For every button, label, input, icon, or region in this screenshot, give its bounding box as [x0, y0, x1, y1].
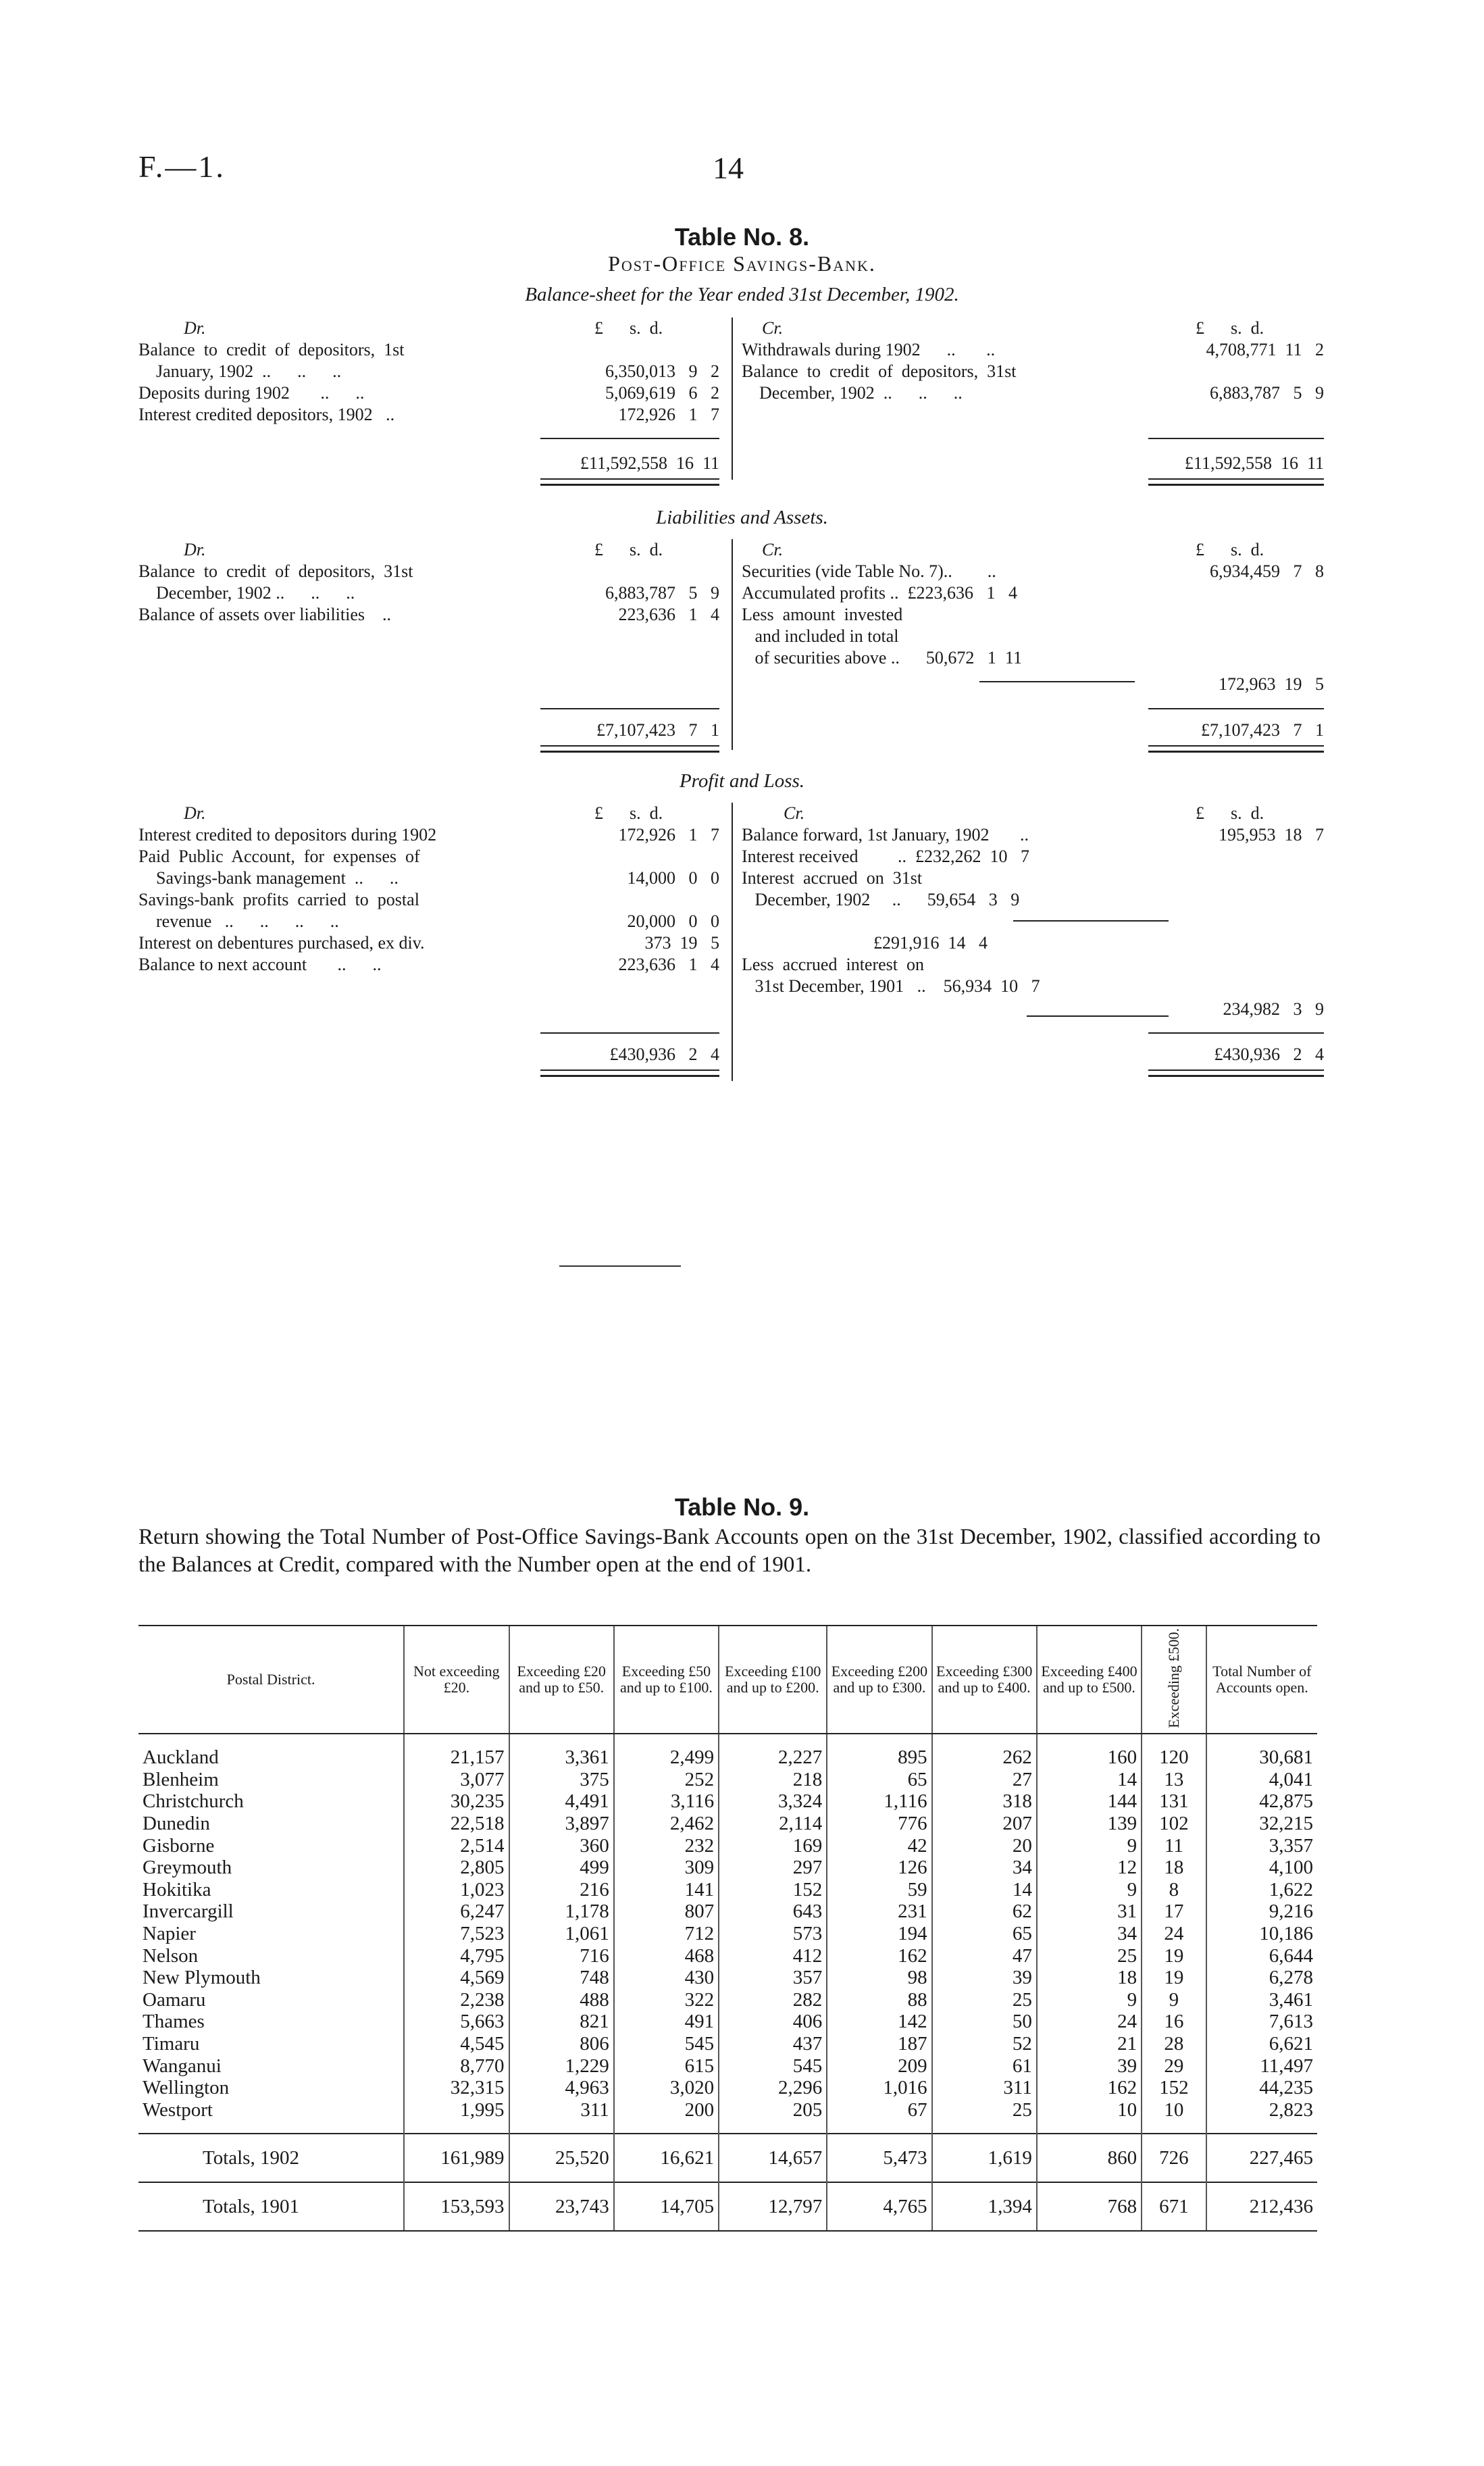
table-row [138, 1901, 1317, 1923]
dr-amount: 14,000 0 0 [627, 868, 719, 888]
table-cell: 31 [1037, 1901, 1142, 1923]
table-cell: 3,324 [719, 1790, 827, 1813]
column-header: Exceeding £50 and up to £100. [614, 1626, 719, 1734]
table-header-row [138, 1626, 1317, 1734]
table-cell: 499 [509, 1857, 614, 1879]
table-cell: 1,178 [509, 1901, 614, 1923]
section-separator [559, 1265, 681, 1267]
table-cell: 17 [1142, 1901, 1206, 1923]
table-cell: 11,497 [1206, 2055, 1317, 2077]
table-cell: 2,227 [719, 1734, 827, 1769]
table-cell: 14,657 [719, 2134, 827, 2182]
table-cell: 9 [1142, 1989, 1206, 2011]
table-row [138, 1989, 1317, 2011]
table-cell: 39 [932, 1967, 1037, 1989]
table-row [138, 1769, 1317, 1791]
dr-row: Interest on debentures purchased, ex div. [138, 933, 425, 953]
column-header: Exceeding £20 and up to £50. [509, 1626, 614, 1734]
table-row [138, 1944, 1317, 1967]
liabilities-caption: Liabilities and Assets. [656, 507, 828, 528]
table-cell: 209 [827, 2055, 931, 2077]
table-cell: 39 [1037, 2055, 1142, 2077]
table-cell: 8 [1142, 1879, 1206, 1901]
table-cell: 152 [719, 1879, 827, 1901]
currency-head: £ s. d. [594, 803, 663, 823]
table-cell: 318 [932, 1790, 1037, 1813]
table-cell: 491 [614, 2011, 719, 2033]
table-cell: 19 [1142, 1944, 1206, 1967]
table-cell: 2,462 [614, 1813, 719, 1835]
table-cell: 22,518 [404, 1813, 509, 1835]
table-cell: 194 [827, 1923, 931, 1945]
table-cell: 139 [1037, 1813, 1142, 1835]
table-cell: 1,061 [509, 1923, 614, 1945]
table-cell: 25 [932, 1989, 1037, 2011]
table-cell: 32,315 [404, 2077, 509, 2099]
district-name: Thames [143, 2011, 205, 2033]
cr-row: Balance to credit of depositors, 31st [742, 361, 1017, 381]
table-cell: 162 [827, 1944, 931, 1967]
table-cell: 360 [509, 1834, 614, 1857]
table-cell: 573 [719, 1923, 827, 1945]
cr-total: £430,936 2 4 [1214, 1045, 1324, 1064]
table-cell: 212,436 [1206, 2182, 1317, 2231]
table-cell: 322 [614, 1989, 719, 2011]
table-cell: 1,394 [932, 2182, 1037, 2231]
dr-total: £7,107,423 7 1 [596, 720, 719, 740]
district-name: Timaru [143, 2033, 200, 2055]
dr-row: Balance of assets over liabilities .. [138, 605, 392, 624]
district-name: Hokitika [143, 1878, 211, 1901]
cr-row: Withdrawals during 1902 .. .. [742, 340, 996, 359]
cr-row: 31st December, 1901 .. 56,934 10 7 [742, 976, 1040, 996]
balance-sheet-caption: Balance-sheet for the Year ended 31st December, 1902. [525, 284, 959, 305]
totals-label: Totals, 1901 [138, 2182, 404, 2231]
dr-amount: 6,350,013 9 2 [605, 361, 719, 381]
table-cell: 768 [1037, 2182, 1142, 2231]
table9-description: Return showing the Total Number of Post-Office Savings-Bank Accounts open on the 31st December, 1902, classified according to the Balances at Credit, compared with the Number open at the end of 1901. [138, 1525, 1321, 1577]
dr-row: Interest credited depositors, 1902 .. [138, 405, 395, 424]
table-cell: 252 [614, 1769, 719, 1791]
table-cell: 748 [509, 1967, 614, 1989]
table-cell: 4,569 [404, 1967, 509, 1989]
table-cell: 716 [509, 1944, 614, 1967]
dr-row: Savings-bank profits carried to postal [138, 890, 419, 909]
table-cell: 98 [827, 1967, 931, 1989]
district-name: Wanganui [143, 2055, 222, 2077]
table-cell: 205 [719, 2099, 827, 2134]
table-cell: 1,116 [827, 1790, 931, 1813]
dr-label: Dr. [184, 803, 206, 823]
table-cell: 2,114 [719, 1813, 827, 1835]
table-cell: 30,235 [404, 1790, 509, 1813]
table-cell: 50 [932, 2011, 1037, 2033]
table-cell: 207 [932, 1813, 1037, 1835]
column-header: Exceeding £200 and up to £300. [827, 1626, 931, 1734]
table-cell: 468 [614, 1944, 719, 1967]
table-cell: 545 [614, 2033, 719, 2055]
table8-subtitle: Post-Office Savings-Bank. [608, 251, 876, 276]
table-cell: 807 [614, 1901, 719, 1923]
table-cell: 42,875 [1206, 1790, 1317, 1813]
district-name: Greymouth [143, 1857, 232, 1879]
table-cell: 218 [719, 1769, 827, 1791]
dr-amount: 172,926 1 7 [618, 825, 719, 845]
dr-row: Balance to credit of depositors, 31st [138, 561, 413, 581]
dr-amount: 20,000 0 0 [627, 911, 719, 931]
table-cell: 4,765 [827, 2182, 931, 2231]
document-reference: F.—1. [138, 149, 226, 184]
table-cell: 14 [1037, 1769, 1142, 1791]
table-cell: 29 [1142, 2055, 1206, 2077]
table-cell: 3,897 [509, 1813, 614, 1835]
dr-amount: 5,069,619 6 2 [605, 383, 719, 403]
table-cell: 231 [827, 1901, 931, 1923]
table-cell: 776 [827, 1813, 931, 1835]
table-cell: 67 [827, 2099, 931, 2134]
table-cell: 2,238 [404, 1989, 509, 2011]
table-cell: 671 [1142, 2182, 1206, 2231]
dr-amount: 223,636 1 4 [618, 955, 719, 974]
table-cell: 10 [1037, 2099, 1142, 2134]
dr-row: Paid Public Account, for expenses of [138, 847, 420, 866]
dr-row: December, 1902 .. .. .. [138, 583, 355, 603]
table-cell: 3,361 [509, 1734, 614, 1769]
table-row [138, 2033, 1317, 2055]
table-cell: 806 [509, 2033, 614, 2055]
table-cell: 200 [614, 2099, 719, 2134]
cr-row: of securities above .. 50,672 1 11 [742, 648, 1022, 668]
table9-title: Table No. 9. [674, 1493, 810, 1521]
table-cell: 169 [719, 1834, 827, 1857]
totals-row [138, 2182, 1317, 2231]
table-cell: 1,023 [404, 1879, 509, 1901]
table-cell: 18 [1037, 1967, 1142, 1989]
table-cell: 4,491 [509, 1790, 614, 1813]
district-name: Oamaru [143, 1988, 206, 2011]
table-cell: 131 [1142, 1790, 1206, 1813]
table-cell: 62 [932, 1901, 1037, 1923]
column-header: Postal District. [138, 1626, 404, 1734]
table-cell: 643 [719, 1901, 827, 1923]
table-cell: 24 [1142, 1923, 1206, 1945]
table-row [138, 1834, 1317, 1857]
table-cell: 412 [719, 1944, 827, 1967]
table-cell: 3,077 [404, 1769, 509, 1791]
table-cell: 120 [1142, 1734, 1206, 1769]
table-cell: 52 [932, 2033, 1037, 2055]
table-cell: 34 [932, 1857, 1037, 1879]
district-name: Dunedin [143, 1813, 210, 1835]
table-cell: 4,100 [1206, 1857, 1317, 1879]
totals-label: Totals, 1902 [138, 2134, 404, 2182]
cr-subtotal: 172,963 19 5 [1219, 674, 1324, 694]
table-cell: 141 [614, 1879, 719, 1901]
dr-amount: 373 19 5 [644, 933, 719, 953]
table-cell: 65 [827, 1769, 931, 1791]
cr-row: £291,916 14 4 [742, 933, 988, 953]
table-cell: 297 [719, 1857, 827, 1879]
cr-label: Cr. [762, 318, 784, 338]
table-cell: 1,995 [404, 2099, 509, 2134]
cr-amount: 195,953 18 7 [1219, 825, 1324, 845]
table-cell: 142 [827, 2011, 931, 2033]
column-header: Exceeding £100 and up to £200. [719, 1626, 827, 1734]
table-cell: 437 [719, 2033, 827, 2055]
table-cell: 14,705 [614, 2182, 719, 2231]
cr-row: and included in total [742, 626, 899, 646]
table-row [138, 1790, 1317, 1813]
currency-head: £ s. d. [1196, 803, 1264, 823]
district-name: Westport [143, 2098, 213, 2121]
table-cell: 9 [1037, 1879, 1142, 1901]
table-cell: 3,357 [1206, 1834, 1317, 1857]
table8-title: Table No. 8. [674, 223, 810, 251]
table-cell: 232 [614, 1834, 719, 1857]
cr-total: £7,107,423 7 1 [1201, 720, 1324, 740]
table-cell: 311 [509, 2099, 614, 2134]
table-cell: 216 [509, 1879, 614, 1901]
table-row [138, 1879, 1317, 1901]
table-cell: 2,805 [404, 1857, 509, 1879]
table-cell: 3,116 [614, 1790, 719, 1813]
table-cell: 3,020 [614, 2077, 719, 2099]
table-row [138, 2011, 1317, 2033]
table-row [138, 2099, 1317, 2134]
table-cell: 30,681 [1206, 1734, 1317, 1769]
table-cell: 160 [1037, 1734, 1142, 1769]
dr-row: Savings-bank management .. .. [138, 868, 399, 888]
dr-amount: 6,883,787 5 9 [605, 583, 719, 603]
table-cell: 10 [1142, 2099, 1206, 2134]
table-cell: 2,499 [614, 1734, 719, 1769]
table-cell: 14 [932, 1879, 1037, 1901]
table-cell: 18 [1142, 1857, 1206, 1879]
table-row [138, 1734, 1317, 1769]
table-cell: 61 [932, 2055, 1037, 2077]
cr-label: Cr. [762, 540, 784, 559]
table-cell: 7,523 [404, 1923, 509, 1945]
district-name: Gisborne [143, 1834, 215, 1857]
table-cell: 13 [1142, 1769, 1206, 1791]
table-cell: 42 [827, 1834, 931, 1857]
table-cell: 25,520 [509, 2134, 614, 2182]
table-cell: 2,514 [404, 1834, 509, 1857]
table-cell: 34 [1037, 1923, 1142, 1945]
table-body [138, 1734, 1317, 2231]
table-cell: 6,247 [404, 1901, 509, 1923]
table-cell: 12,797 [719, 2182, 827, 2231]
table-cell: 2,296 [719, 2077, 827, 2099]
district-name: Christchurch [143, 1790, 244, 1813]
table-cell: 11 [1142, 1834, 1206, 1857]
table-cell: 357 [719, 1967, 827, 1989]
district-name: Invercargill [143, 1901, 234, 1923]
table-cell: 895 [827, 1734, 931, 1769]
table-cell: 25 [932, 2099, 1037, 2134]
table-cell: 162 [1037, 2077, 1142, 2099]
currency-head: £ s. d. [594, 318, 663, 338]
table-cell: 28 [1142, 2033, 1206, 2055]
column-header: Exceeding £400 and up to £500. [1037, 1626, 1142, 1734]
table-row [138, 1923, 1317, 1945]
table-cell: 27 [932, 1769, 1037, 1791]
table-cell: 19 [1142, 1967, 1206, 1989]
dr-label: Dr. [184, 540, 206, 559]
table-cell: 712 [614, 1923, 719, 1945]
table-cell: 9 [1037, 1834, 1142, 1857]
dr-row: January, 1902 .. .. .. [138, 361, 342, 381]
cr-label: Cr. [784, 803, 805, 823]
table-cell: 187 [827, 2033, 931, 2055]
table-cell: 4,041 [1206, 1769, 1317, 1791]
district-name: Napier [143, 1923, 196, 1945]
table-cell: 126 [827, 1857, 931, 1879]
table-cell: 12 [1037, 1857, 1142, 1879]
table-cell: 16,621 [614, 2134, 719, 2182]
table-cell: 16 [1142, 2011, 1206, 2033]
column-header: Total Number of Accounts open. [1206, 1626, 1317, 1734]
table-cell: 262 [932, 1734, 1037, 1769]
table-cell: 59 [827, 1879, 931, 1901]
cr-amount: 4,708,771 11 2 [1206, 340, 1324, 359]
column-header: Exceeding £500. [1165, 1628, 1182, 1728]
table-cell: 10,186 [1206, 1923, 1317, 1945]
table-cell: 7,613 [1206, 2011, 1317, 2033]
table-cell: 20 [932, 1834, 1037, 1857]
cr-row: Interest accrued on 31st [742, 868, 923, 888]
table-cell: 65 [932, 1923, 1037, 1945]
dr-amount: 223,636 1 4 [618, 605, 719, 624]
table-cell: 4,963 [509, 2077, 614, 2099]
district-name: Nelson [143, 1944, 199, 1967]
dr-row: Balance to next account .. .. [138, 955, 382, 974]
table-cell: 32,215 [1206, 1813, 1317, 1835]
table-cell: 5,473 [827, 2134, 931, 2182]
district-name: Auckland [143, 1746, 219, 1769]
accounts-table [138, 1625, 1317, 2232]
table-cell: 860 [1037, 2134, 1142, 2182]
dr-label: Dr. [184, 318, 206, 338]
table-cell: 615 [614, 2055, 719, 2077]
table-cell: 102 [1142, 1813, 1206, 1835]
table-cell: 1,622 [1206, 1879, 1317, 1901]
table-cell: 161,989 [404, 2134, 509, 2182]
table-cell: 406 [719, 2011, 827, 2033]
table-cell: 47 [932, 1944, 1037, 1967]
table-cell: 2,823 [1206, 2099, 1317, 2134]
cr-subtotal: 234,982 3 9 [1223, 999, 1324, 1019]
cr-amount: 6,934,459 7 8 [1210, 561, 1324, 581]
cr-row: Securities (vide Table No. 7).. .. [742, 561, 996, 581]
dr-row: Interest credited to depositors during 1902 [138, 825, 437, 845]
dr-row: Deposits during 1902 .. .. [138, 383, 365, 403]
table-cell: 21,157 [404, 1734, 509, 1769]
table-cell: 430 [614, 1967, 719, 1989]
dr-amount: 172,926 1 7 [618, 405, 719, 424]
table-cell: 144 [1037, 1790, 1142, 1813]
table-row [138, 1813, 1317, 1835]
table-cell: 44,235 [1206, 2077, 1317, 2099]
page-number: 14 [713, 151, 744, 185]
dr-total: £11,592,558 16 11 [580, 453, 719, 473]
column-header: Not exceeding £20. [404, 1626, 509, 1734]
dr-total: £430,936 2 4 [609, 1045, 719, 1064]
table-cell: 375 [509, 1769, 614, 1791]
table-row [138, 1967, 1317, 1989]
cr-row: Interest received .. £232,262 10 7 [742, 847, 1030, 866]
dr-row: revenue .. .. .. .. [138, 911, 339, 931]
table-cell: 152 [1142, 2077, 1206, 2099]
table-cell: 88 [827, 1989, 931, 2011]
district-name: New Plymouth [143, 1967, 261, 1989]
table-cell: 6,621 [1206, 2033, 1317, 2055]
currency-head: £ s. d. [1196, 540, 1264, 559]
table-cell: 282 [719, 1989, 827, 2011]
column-header: Exceeding £300 and up to £400. [932, 1626, 1037, 1734]
table-cell: 4,545 [404, 2033, 509, 2055]
table-row [138, 2077, 1317, 2099]
table-cell: 6,644 [1206, 1944, 1317, 1967]
table-cell: 545 [719, 2055, 827, 2077]
table-cell: 9 [1037, 1989, 1142, 2011]
table-cell: 5,663 [404, 2011, 509, 2033]
table-row [138, 1857, 1317, 1879]
currency-head: £ s. d. [1196, 318, 1264, 338]
cr-row: December, 1902 .. 59,654 3 9 [742, 890, 1020, 909]
currency-head: £ s. d. [594, 540, 663, 559]
table-cell: 1,229 [509, 2055, 614, 2077]
table-cell: 821 [509, 2011, 614, 2033]
profit-loss-caption: Profit and Loss. [679, 770, 805, 792]
table-cell: 311 [932, 2077, 1037, 2099]
table-cell: 726 [1142, 2134, 1206, 2182]
table-cell: 309 [614, 1857, 719, 1879]
district-name: Wellington [143, 2077, 230, 2099]
cr-row: December, 1902 .. .. .. [742, 383, 963, 403]
table-row [138, 2055, 1317, 2077]
dr-row: Balance to credit of depositors, 1st [138, 340, 405, 359]
cr-row: Less accrued interest on [742, 955, 925, 974]
table-cell: 227,465 [1206, 2134, 1317, 2182]
table-cell: 1,016 [827, 2077, 931, 2099]
table-cell: 9,216 [1206, 1901, 1317, 1923]
cr-row: Less amount invested [742, 605, 903, 624]
table-cell: 1,619 [932, 2134, 1037, 2182]
cr-total: £11,592,558 16 11 [1184, 453, 1324, 473]
totals-row [138, 2134, 1317, 2182]
table-cell: 3,461 [1206, 1989, 1317, 2011]
table-cell: 21 [1037, 2033, 1142, 2055]
table-cell: 488 [509, 1989, 614, 2011]
table-cell: 153,593 [404, 2182, 509, 2231]
table-cell: 24 [1037, 2011, 1142, 2033]
district-name: Blenheim [143, 1768, 219, 1790]
table-cell: 6,278 [1206, 1967, 1317, 1989]
cr-row: Balance forward, 1st January, 1902 .. [742, 825, 1029, 845]
cr-amount: 6,883,787 5 9 [1210, 383, 1324, 403]
table-cell: 8,770 [404, 2055, 509, 2077]
table-cell: 25 [1037, 1944, 1142, 1967]
cr-row: Accumulated profits .. £223,636 1 4 [742, 583, 1017, 603]
table-cell: 4,795 [404, 1944, 509, 1967]
table-cell: 23,743 [509, 2182, 614, 2231]
